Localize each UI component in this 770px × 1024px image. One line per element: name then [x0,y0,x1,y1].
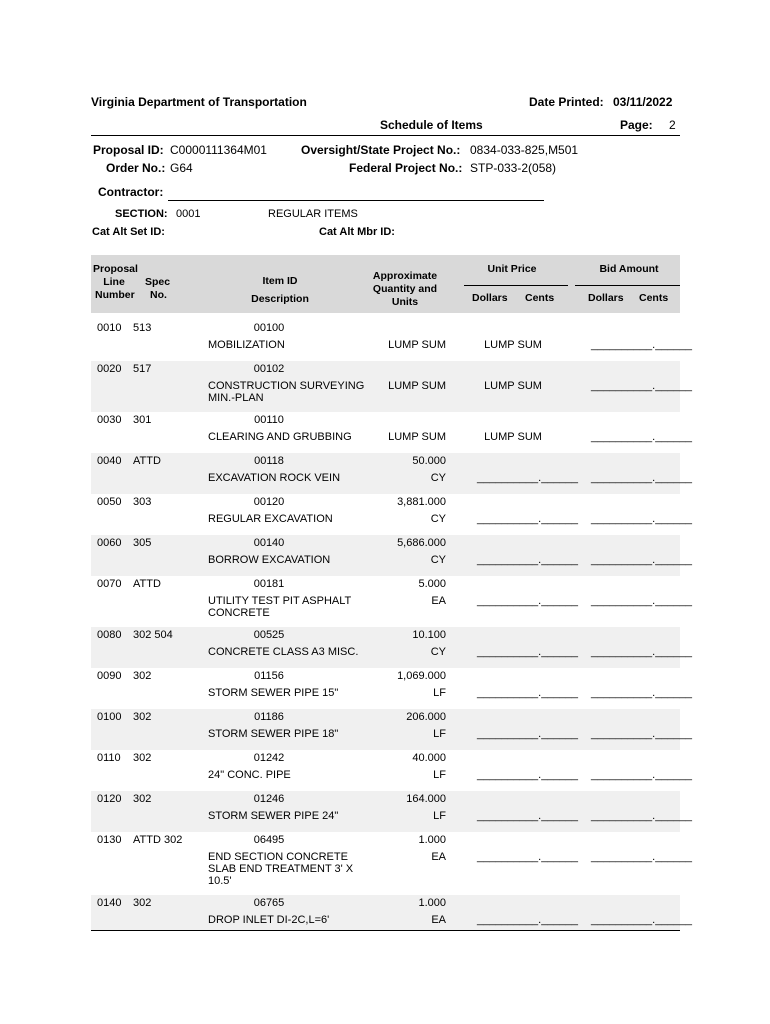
spec-no: ATTD [133,455,161,467]
oversight-value: 0834-033-825,M501 [470,143,579,157]
bid-amount-blank[interactable]: __________.______ [591,595,692,607]
item-description: UTILITY TEST PIT ASPHALT [208,595,352,607]
unit-price-blank[interactable]: __________.______ [477,851,578,863]
section-name: REGULAR ITEMS [268,208,358,220]
spec-no: ATTD 302 [133,834,183,846]
item-description: CLEARING AND GRUBBING [208,431,352,443]
col-approx-2: Quantity and [372,283,438,295]
item-id: 00525 [253,629,285,641]
bid-amount-blank[interactable]: __________.______ [591,687,692,699]
item-description: STORM SEWER PIPE 18" [208,728,339,740]
quantity: 164.000 [406,793,446,805]
item-id: 01246 [253,793,285,805]
spec-no: ATTD [133,578,161,590]
table-row [91,535,692,576]
order-no-label: Order No.: [106,161,166,175]
spec-no: 513 [133,322,152,334]
quantity: 40.000 [412,752,446,764]
spec-no: 305 [133,537,152,549]
page-label: Page: [620,118,653,132]
item-description: EXCAVATION ROCK VEIN [208,472,341,484]
unit-price-blank[interactable]: __________.______ [477,513,578,525]
unit-price-blank[interactable]: __________.______ [477,728,578,740]
item-id: 00181 [253,578,285,590]
item-description: 24" CONC. PIPE [208,769,291,781]
quantity: 5.000 [418,578,446,590]
table-bottom-rule [91,930,680,931]
line-number: 0120 [97,793,122,805]
order-no-value: G64 [170,161,193,175]
bid-amount-blank[interactable]: __________.______ [591,472,692,484]
col-line: Line [103,276,125,288]
line-number: 0110 [97,752,121,764]
table-row [91,494,692,535]
item-id: 00120 [253,496,285,508]
federal-project-value: STP-033-2(058) [470,161,557,175]
item-id: 00100 [253,322,285,334]
proposal-id-value: C0000111364M01 [170,143,267,157]
item-description: CONCRETE CLASS A3 MISC. [208,646,359,658]
line-number: 0090 [97,670,122,682]
line-number: 0100 [97,711,122,723]
quantity: 1,069.000 [397,670,446,682]
cat-alt-mbr-label: Cat Alt Mbr ID: [319,226,395,238]
contractor-line [168,200,544,201]
col-unit-dollars: Dollars [472,292,508,304]
line-number: 0010 [97,322,122,334]
unit: EA [431,851,446,863]
quantity: 206.000 [406,711,446,723]
unit-price-blank[interactable]: __________.______ [477,810,578,822]
table-row [91,750,692,791]
agency-name: Virginia Department of Transportation [91,95,307,109]
unit-price-text: LUMP SUM [484,380,542,392]
bid-amount-blank[interactable]: __________.______ [591,810,692,822]
table-row [91,791,692,832]
item-description: MOBILIZATION [208,339,285,351]
bid-amount-blank[interactable]: __________.______ [591,513,692,525]
line-number: 0060 [97,537,122,549]
line-number: 0070 [97,578,122,590]
unit-price-blank[interactable]: __________.______ [477,769,578,781]
col-approx-3: Units [391,296,419,308]
item-id: 00118 [254,455,284,467]
item-description: SLAB END TREATMENT 3' X [208,863,354,875]
item-description: CONSTRUCTION SURVEYING [208,380,365,392]
page-number: 2 [669,118,676,132]
table-row [91,832,692,895]
schedule-title: Schedule of Items [380,118,483,132]
item-description: CONCRETE [208,607,270,619]
line-number: 0030 [97,414,122,426]
col-approx-1: Approximate [372,270,438,282]
bid-amount-blank[interactable]: __________.______ [591,769,692,781]
bid-amount-blank[interactable]: __________.______ [591,431,692,443]
item-id: 06495 [253,834,285,846]
date-printed-label: Date Printed: [529,95,604,109]
item-description: REGULAR EXCAVATION [208,513,333,525]
col-unit-cents: Cents [525,292,555,304]
item-id: 00102 [253,363,285,375]
col-spec: Spec [145,276,171,288]
unit-price-blank[interactable]: __________.______ [477,914,578,926]
unit: LF [433,687,446,699]
col-bid-dollars: Dollars [588,292,624,304]
line-number: 0080 [97,629,122,641]
table-row [91,668,692,709]
table-row [91,453,692,494]
table-row [91,627,692,668]
oversight-label: Oversight/State Project No.: [301,143,461,157]
unit: LF [433,728,446,740]
unit: CY [430,472,446,484]
spec-no: 302 [133,711,152,723]
table-row [91,320,692,361]
cat-alt-set-label: Cat Alt Set ID: [92,226,165,238]
unit-price-underline [464,285,568,286]
unit: CY [430,554,446,566]
header-divider [91,135,680,136]
contractor-label: Contractor: [98,185,164,199]
col-item-id: Item ID [262,275,298,287]
unit: LF [433,769,446,781]
quantity: 10.100 [412,629,446,641]
quantity: 3,881.000 [397,496,446,508]
unit-price-blank[interactable]: __________.______ [477,595,578,607]
unit-price-blank[interactable]: __________.______ [477,472,578,484]
section-value: 0001 [176,208,201,220]
item-id: 00140 [253,537,285,549]
col-description: Description [251,293,309,305]
item-description: BORROW EXCAVATION [208,554,331,566]
section-label: SECTION: [115,208,168,220]
bid-amount-blank[interactable]: __________.______ [591,728,692,740]
unit: LF [433,810,446,822]
bid-amount-blank[interactable]: __________.______ [591,554,692,566]
quantity: 50.000 [412,455,446,467]
unit: LUMP SUM [388,380,446,392]
table-row [91,576,692,627]
bid-amount-blank[interactable]: __________.______ [591,851,692,863]
table-row [91,412,692,453]
col-spec-no: No. [150,289,167,301]
line-number: 0040 [97,455,122,467]
federal-project-label: Federal Project No.: [349,161,463,175]
table-row [91,895,692,930]
item-description: MIN.-PLAN [208,392,264,404]
line-number: 0050 [97,496,122,508]
spec-no: 302 504 [133,629,173,641]
spec-no: 302 [133,670,152,682]
spec-no: 303 [133,496,152,508]
spec-no: 302 [133,897,152,909]
unit-price-blank[interactable]: __________.______ [477,646,578,658]
table-row [91,361,692,412]
unit-price-blank[interactable]: __________.______ [477,554,578,566]
line-number: 0140 [97,897,122,909]
unit: LUMP SUM [388,339,446,351]
table-row [91,709,692,750]
line-number: 0130 [97,834,122,846]
bid-amount-blank[interactable]: __________.______ [591,914,692,926]
quantity: 5,686.000 [397,537,446,549]
bid-amount-blank[interactable]: __________.______ [591,339,692,351]
col-number: Number [95,289,135,301]
col-unit-price: Unit Price [487,263,537,275]
item-description: STORM SEWER PIPE 15" [208,687,339,699]
col-bid-cents: Cents [639,292,669,304]
unit: EA [431,914,446,926]
item-id: 01186 [254,711,284,723]
item-id: 06765 [253,897,285,909]
unit-price-text: LUMP SUM [484,431,542,443]
item-id: 01156 [254,670,284,682]
date-printed-value: 03/11/2022 [613,95,673,109]
proposal-id-label: Proposal ID: [93,143,164,157]
spec-no: 517 [133,363,152,375]
unit: CY [430,513,446,525]
unit: LUMP SUM [388,431,446,443]
unit-price-text: LUMP SUM [484,339,542,351]
item-description: STORM SEWER PIPE 24" [208,810,339,822]
item-id: 00110 [254,414,284,426]
item-description: 10.5' [208,875,232,887]
item-id: 01242 [253,752,285,764]
bid-amount-blank[interactable]: __________.______ [591,380,692,392]
item-description: END SECTION CONCRETE [208,851,348,863]
item-description: DROP INLET DI-2C,L=6' [208,914,330,926]
spec-no: 301 [133,414,152,426]
bid-amount-blank[interactable]: __________.______ [591,646,692,658]
bid-amount-underline [575,285,680,286]
unit-price-blank[interactable]: __________.______ [477,687,578,699]
spec-no: 302 [133,793,152,805]
quantity: 1.000 [418,834,446,846]
unit: EA [431,595,446,607]
col-bid-amount: Bid Amount [599,263,659,275]
spec-no: 302 [133,752,152,764]
line-number: 0020 [97,363,122,375]
unit: CY [430,646,446,658]
quantity: 1.000 [418,897,446,909]
col-proposal: Proposal [93,263,138,275]
